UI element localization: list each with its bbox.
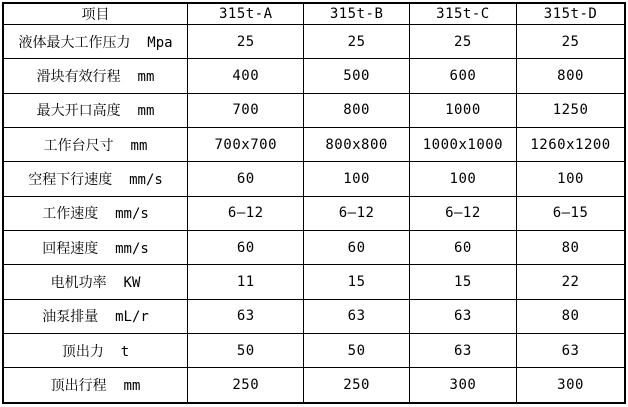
spec-value: 700 — [188, 93, 304, 127]
spec-value: 300 — [517, 368, 625, 403]
spec-value: 60 — [304, 230, 409, 264]
spec-value: 50 — [304, 333, 409, 367]
spec-value: 500 — [304, 59, 409, 93]
spec-value: 63 — [188, 299, 304, 333]
spec-value: 800x800 — [304, 127, 409, 161]
table-row-idle-down-speed — [3, 162, 625, 196]
spec-label: 回程速度 mm/s — [3, 230, 188, 264]
spec-value: 25 — [188, 25, 304, 59]
spec-value: 80 — [517, 230, 625, 264]
table-row-worktable-size — [3, 127, 625, 161]
spec-label: 空程下行速度 mm/s — [3, 162, 188, 196]
spec-label: 滑块有效行程 mm — [3, 59, 188, 93]
spec-value: 63 — [409, 299, 516, 333]
header-cell-model-315t-b: 315t-B — [304, 3, 409, 25]
spec-value: 80 — [517, 299, 625, 333]
spec-label: 油泵排量 mL/r — [3, 299, 188, 333]
spec-value: 63 — [409, 333, 516, 367]
spec-value: 100 — [517, 162, 625, 196]
table-row-max-opening-height — [3, 93, 625, 127]
spec-value: 6—12 — [188, 196, 304, 230]
spec-value: 25 — [517, 25, 625, 59]
spec-value: 1250 — [517, 93, 625, 127]
spec-value: 63 — [517, 333, 625, 367]
header-cell-model-315t-d: 315t-D — [517, 3, 625, 25]
header-cell-model-315t-c: 315t-C — [409, 3, 516, 25]
spec-value: 11 — [188, 265, 304, 299]
spec-value: 100 — [409, 162, 516, 196]
spec-value: 300 — [409, 368, 516, 403]
spec-value: 800 — [304, 93, 409, 127]
spec-label: 工作台尺寸 mm — [3, 127, 188, 161]
spec-value: 6—15 — [517, 196, 625, 230]
spec-label: 顶出行程 mm — [3, 368, 188, 403]
table-row-motor-power — [3, 265, 625, 299]
spec-label: 顶出力 t — [3, 333, 188, 367]
spec-value: 250 — [304, 368, 409, 403]
spec-label: 最大开口高度 mm — [3, 93, 188, 127]
spec-value: 22 — [517, 265, 625, 299]
table-row-slider-stroke — [3, 59, 625, 93]
spec-value: 400 — [188, 59, 304, 93]
table-row-ejector-stroke — [3, 368, 625, 403]
spec-value: 1000 — [409, 93, 516, 127]
spec-label: 电机功率 KW — [3, 265, 188, 299]
header-cell-item: 项目 — [3, 3, 188, 25]
spec-value: 250 — [188, 368, 304, 403]
spec-label: 工作速度 mm/s — [3, 196, 188, 230]
header-cell-model-315t-a: 315t-A — [188, 3, 304, 25]
spec-value: 6—12 — [409, 196, 516, 230]
spec-value: 100 — [304, 162, 409, 196]
spec-value: 60 — [409, 230, 516, 264]
spec-value: 700x700 — [188, 127, 304, 161]
spec-table — [2, 2, 626, 404]
spec-value: 15 — [304, 265, 409, 299]
table-row-ejector-force — [3, 333, 625, 367]
table-row-pump-displacement — [3, 299, 625, 333]
table-row-working-speed — [3, 196, 625, 230]
spec-value: 800 — [517, 59, 625, 93]
spec-value: 6—12 — [304, 196, 409, 230]
table-row-max-pressure — [3, 25, 625, 59]
table-row-return-speed — [3, 230, 625, 264]
spec-value: 25 — [304, 25, 409, 59]
spec-value: 15 — [409, 265, 516, 299]
spec-label: 液体最大工作压力 Mpa — [3, 25, 188, 59]
spec-value: 1000x1000 — [409, 127, 516, 161]
spec-value: 63 — [304, 299, 409, 333]
spec-value: 60 — [188, 230, 304, 264]
spec-value: 1260x1200 — [517, 127, 625, 161]
spec-value: 50 — [188, 333, 304, 367]
spec-value: 600 — [409, 59, 516, 93]
spec-value: 25 — [409, 25, 516, 59]
header-row — [3, 3, 625, 25]
spec-value: 60 — [188, 162, 304, 196]
